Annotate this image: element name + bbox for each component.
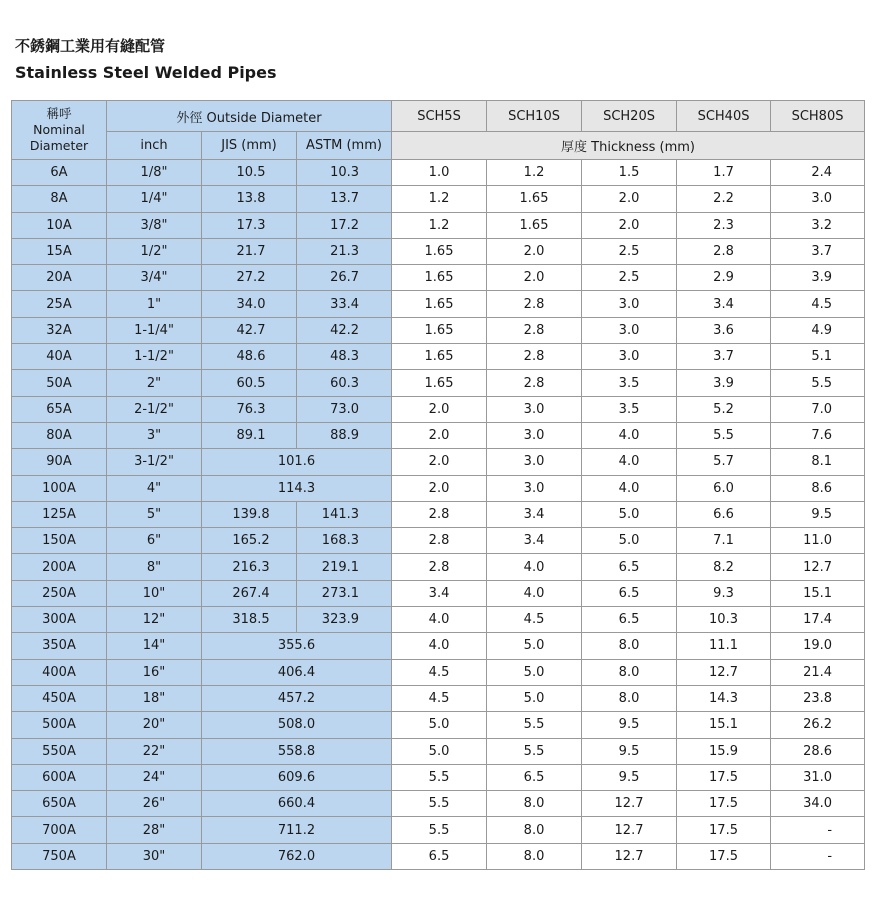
sch10s-cell: 3.4: [487, 528, 582, 554]
sch40s-cell: 3.6: [677, 317, 771, 343]
table-row: [12, 370, 865, 396]
sch10s-cell: 4.0: [487, 554, 582, 580]
sch5s-cell: 1.65: [392, 344, 487, 370]
sch40s-cell: 2.8: [677, 238, 771, 264]
sch20s-cell: 6.5: [582, 580, 677, 606]
nominal-diameter-cell: 50A: [12, 370, 107, 396]
sch20s-cell: 3.0: [582, 291, 677, 317]
nominal-diameter-cell: 65A: [12, 396, 107, 422]
sch20s-cell: 4.0: [582, 449, 677, 475]
jis-cell: 48.6: [202, 344, 297, 370]
jis-cell: 76.3: [202, 396, 297, 422]
sch80s-cell: 15.1: [771, 580, 865, 606]
inch-cell: 5": [107, 501, 202, 527]
sch40s-cell: 17.5: [677, 817, 771, 843]
page-title-zh: 不銹鋼工業用有縫配管: [15, 37, 166, 55]
nominal-diameter-cell: 150A: [12, 528, 107, 554]
table-header: [12, 101, 865, 160]
outside-diameter-cell: 457.2: [202, 685, 392, 711]
astm-cell: 60.3: [297, 370, 392, 396]
sch20s-cell: 3.5: [582, 370, 677, 396]
nominal-diameter-cell: 450A: [12, 685, 107, 711]
nominal-diameter-cell: 15A: [12, 238, 107, 264]
sch10s-cell: 1.65: [487, 212, 582, 238]
sch10s-cell: 3.0: [487, 475, 582, 501]
jis-cell: 10.5: [202, 160, 297, 186]
jis-cell: 139.8: [202, 501, 297, 527]
sch10s-cell: 1.65: [487, 186, 582, 212]
sch80s-cell: 8.1: [771, 449, 865, 475]
sch5s-cell: 6.5: [392, 843, 487, 869]
sch5s-cell: 4.5: [392, 659, 487, 685]
sch80s-cell: 19.0: [771, 633, 865, 659]
sch10s-cell: 5.0: [487, 633, 582, 659]
sch20s-cell: 2.5: [582, 238, 677, 264]
inch-cell: 3-1/2": [107, 449, 202, 475]
sch10s-cell: 2.0: [487, 265, 582, 291]
sch40s-cell: 3.7: [677, 344, 771, 370]
table-body: [12, 160, 865, 870]
inch-cell: 18": [107, 685, 202, 711]
sch40s-cell: 17.5: [677, 791, 771, 817]
table-row: [12, 791, 865, 817]
inch-cell: 3/4": [107, 265, 202, 291]
outside-diameter-cell: 406.4: [202, 659, 392, 685]
inch-cell: 6": [107, 528, 202, 554]
jis-cell: 21.7: [202, 238, 297, 264]
nominal-diameter-cell: 6A: [12, 160, 107, 186]
sch5s-cell: 2.8: [392, 528, 487, 554]
nominal-diameter-cell: 125A: [12, 501, 107, 527]
sch5s-cell: 5.0: [392, 712, 487, 738]
sch10s-cell: 8.0: [487, 791, 582, 817]
nominal-header-line3: Diameter: [29, 138, 89, 153]
sch10s-cell: 3.0: [487, 449, 582, 475]
sch5s-cell: 1.65: [392, 238, 487, 264]
nominal-diameter-cell: 8A: [12, 186, 107, 212]
sch80s-cell: 5.5: [771, 370, 865, 396]
astm-cell: 26.7: [297, 265, 392, 291]
astm-cell: 219.1: [297, 554, 392, 580]
sch10s-cell: 2.8: [487, 317, 582, 343]
nominal-diameter-cell: 350A: [12, 633, 107, 659]
nominal-diameter-cell: 500A: [12, 712, 107, 738]
sch5s-cell: 1.2: [392, 212, 487, 238]
outside-diameter-cell: 660.4: [202, 791, 392, 817]
sch40s-cell: 15.1: [677, 712, 771, 738]
sch10s-cell: 2.8: [487, 291, 582, 317]
sch80s-cell: 5.1: [771, 344, 865, 370]
sch5s-cell: 4.0: [392, 633, 487, 659]
sch80s-cell: 3.9: [771, 265, 865, 291]
nominal-header-line1: 稱呼: [46, 106, 72, 121]
sch80s-header: SCH80S: [771, 101, 865, 132]
table-row: [12, 186, 865, 212]
sch10s-header: SCH10S: [487, 101, 582, 132]
sch80s-cell: 34.0: [771, 791, 865, 817]
sch10s-cell: 3.0: [487, 396, 582, 422]
sch80s-cell: 31.0: [771, 764, 865, 790]
sch80s-cell: 21.4: [771, 659, 865, 685]
table-row: [12, 396, 865, 422]
jis-cell: 34.0: [202, 291, 297, 317]
sch10s-cell: 1.2: [487, 160, 582, 186]
sch40s-cell: 3.9: [677, 370, 771, 396]
inch-cell: 3": [107, 422, 202, 448]
sch40s-cell: 2.3: [677, 212, 771, 238]
sch40s-cell: 5.7: [677, 449, 771, 475]
sch80s-cell: 23.8: [771, 685, 865, 711]
sch80s-cell: 17.4: [771, 607, 865, 633]
sch10s-cell: 5.0: [487, 659, 582, 685]
astm-cell: 17.2: [297, 212, 392, 238]
table-row: [12, 291, 865, 317]
nominal-diameter-cell: 90A: [12, 449, 107, 475]
sch20s-cell: 1.5: [582, 160, 677, 186]
sch20s-cell: 2.0: [582, 212, 677, 238]
jis-cell: 60.5: [202, 370, 297, 396]
inch-cell: 14": [107, 633, 202, 659]
sch10s-cell: 2.8: [487, 370, 582, 396]
astm-cell: 48.3: [297, 344, 392, 370]
sch5s-cell: 1.65: [392, 265, 487, 291]
sch10s-cell: 5.0: [487, 685, 582, 711]
astm-cell: 13.7: [297, 186, 392, 212]
sch20s-cell: 9.5: [582, 738, 677, 764]
jis-cell: 318.5: [202, 607, 297, 633]
sch5s-header: SCH5S: [392, 101, 487, 132]
inch-cell: 1/2": [107, 238, 202, 264]
jis-cell: 267.4: [202, 580, 297, 606]
table-row: [12, 501, 865, 527]
sch20s-cell: 3.0: [582, 317, 677, 343]
sch40s-cell: 5.2: [677, 396, 771, 422]
sch40s-cell: 6.0: [677, 475, 771, 501]
sch20s-cell: 2.0: [582, 186, 677, 212]
sch80s-cell: 26.2: [771, 712, 865, 738]
table-row: [12, 633, 865, 659]
sch5s-cell: 1.2: [392, 186, 487, 212]
sch5s-cell: 1.0: [392, 160, 487, 186]
table-row: [12, 160, 865, 186]
sch10s-cell: 8.0: [487, 817, 582, 843]
astm-cell: 141.3: [297, 501, 392, 527]
inch-cell: 1/4": [107, 186, 202, 212]
sch40s-cell: 12.7: [677, 659, 771, 685]
nominal-diameter-cell: 40A: [12, 344, 107, 370]
inch-cell: 12": [107, 607, 202, 633]
sch10s-cell: 8.0: [487, 843, 582, 869]
sch10s-cell: 4.5: [487, 607, 582, 633]
nominal-diameter-cell: 20A: [12, 265, 107, 291]
sch5s-cell: 5.5: [392, 764, 487, 790]
astm-cell: 10.3: [297, 160, 392, 186]
outside-diameter-cell: 508.0: [202, 712, 392, 738]
sch20s-cell: 5.0: [582, 528, 677, 554]
pipe-spec-table: [11, 100, 865, 870]
sch20s-cell: 3.5: [582, 396, 677, 422]
inch-cell: 26": [107, 791, 202, 817]
sch80s-cell: 4.9: [771, 317, 865, 343]
table-row: [12, 344, 865, 370]
sch20s-cell: 4.0: [582, 422, 677, 448]
sch40s-cell: 6.6: [677, 501, 771, 527]
inch-cell: 20": [107, 712, 202, 738]
sch5s-cell: 4.5: [392, 685, 487, 711]
inch-cell: 1": [107, 291, 202, 317]
table-row: [12, 685, 865, 711]
jis-header: JIS (mm): [202, 132, 297, 160]
sch40s-cell: 17.5: [677, 843, 771, 869]
table-row: [12, 528, 865, 554]
table-row: [12, 738, 865, 764]
astm-cell: 21.3: [297, 238, 392, 264]
jis-cell: 17.3: [202, 212, 297, 238]
sch5s-cell: 1.65: [392, 317, 487, 343]
nominal-diameter-cell: 700A: [12, 817, 107, 843]
sch80s-cell: 12.7: [771, 554, 865, 580]
astm-cell: 73.0: [297, 396, 392, 422]
outside-diameter-cell: 558.8: [202, 738, 392, 764]
jis-cell: 42.7: [202, 317, 297, 343]
sch5s-cell: 4.0: [392, 607, 487, 633]
sch40s-cell: 11.1: [677, 633, 771, 659]
sch80s-cell: 8.6: [771, 475, 865, 501]
inch-cell: 24": [107, 764, 202, 790]
table-row: [12, 238, 865, 264]
sch10s-cell: 2.0: [487, 238, 582, 264]
sch20s-cell: 5.0: [582, 501, 677, 527]
sch40s-header: SCH40S: [677, 101, 771, 132]
jis-cell: 216.3: [202, 554, 297, 580]
sch80s-cell: -: [771, 843, 865, 869]
table-row: [12, 764, 865, 790]
jis-cell: 13.8: [202, 186, 297, 212]
table-row: [12, 449, 865, 475]
sch40s-cell: 17.5: [677, 764, 771, 790]
thickness-header: 厚度 Thickness (mm): [392, 132, 865, 160]
nominal-diameter-cell: 400A: [12, 659, 107, 685]
astm-header: ASTM (mm): [297, 132, 392, 160]
table-row: [12, 475, 865, 501]
sch40s-cell: 3.4: [677, 291, 771, 317]
table-row: [12, 212, 865, 238]
inch-cell: 22": [107, 738, 202, 764]
outside-diameter-cell: 609.6: [202, 764, 392, 790]
sch80s-cell: 4.5: [771, 291, 865, 317]
sch20s-header: SCH20S: [582, 101, 677, 132]
astm-cell: 168.3: [297, 528, 392, 554]
sch10s-cell: 3.0: [487, 422, 582, 448]
sch5s-cell: 1.65: [392, 291, 487, 317]
sch40s-cell: 8.2: [677, 554, 771, 580]
sch20s-cell: 6.5: [582, 607, 677, 633]
sch20s-cell: 8.0: [582, 659, 677, 685]
table-row: [12, 265, 865, 291]
nominal-diameter-cell: 200A: [12, 554, 107, 580]
nominal-diameter-cell: 25A: [12, 291, 107, 317]
sch20s-cell: 8.0: [582, 633, 677, 659]
sch20s-cell: 2.5: [582, 265, 677, 291]
sch80s-cell: -: [771, 817, 865, 843]
inch-cell: 10": [107, 580, 202, 606]
outside-diameter-cell: 114.3: [202, 475, 392, 501]
sch80s-cell: 9.5: [771, 501, 865, 527]
outside-diameter-cell: 355.6: [202, 633, 392, 659]
sch5s-cell: 2.8: [392, 501, 487, 527]
sch5s-cell: 2.8: [392, 554, 487, 580]
sch40s-cell: 5.5: [677, 422, 771, 448]
sch20s-cell: 3.0: [582, 344, 677, 370]
sch10s-cell: 3.4: [487, 501, 582, 527]
sch40s-cell: 15.9: [677, 738, 771, 764]
sch20s-cell: 12.7: [582, 791, 677, 817]
sch5s-cell: 2.0: [392, 449, 487, 475]
sch10s-cell: 6.5: [487, 764, 582, 790]
sch80s-cell: 11.0: [771, 528, 865, 554]
sch20s-cell: 12.7: [582, 817, 677, 843]
astm-cell: 323.9: [297, 607, 392, 633]
sch5s-cell: 5.5: [392, 817, 487, 843]
inch-cell: 1-1/2": [107, 344, 202, 370]
sch5s-cell: 1.65: [392, 370, 487, 396]
sch80s-cell: 3.7: [771, 238, 865, 264]
nominal-diameter-cell: 80A: [12, 422, 107, 448]
sch40s-cell: 2.9: [677, 265, 771, 291]
nominal-diameter-cell: 32A: [12, 317, 107, 343]
sch5s-cell: 3.4: [392, 580, 487, 606]
sch20s-cell: 4.0: [582, 475, 677, 501]
inch-cell: 28": [107, 817, 202, 843]
astm-cell: 88.9: [297, 422, 392, 448]
astm-cell: 33.4: [297, 291, 392, 317]
table-row: [12, 659, 865, 685]
sch10s-cell: 2.8: [487, 344, 582, 370]
sch5s-cell: 5.0: [392, 738, 487, 764]
sch5s-cell: 2.0: [392, 422, 487, 448]
sch40s-cell: 10.3: [677, 607, 771, 633]
sch80s-cell: 28.6: [771, 738, 865, 764]
outside-diameter-cell: 101.6: [202, 449, 392, 475]
sch80s-cell: 3.2: [771, 212, 865, 238]
astm-cell: 42.2: [297, 317, 392, 343]
sch40s-cell: 9.3: [677, 580, 771, 606]
nominal-diameter-cell: 300A: [12, 607, 107, 633]
jis-cell: 27.2: [202, 265, 297, 291]
nominal-diameter-cell: 250A: [12, 580, 107, 606]
inch-cell: 2": [107, 370, 202, 396]
sch40s-cell: 7.1: [677, 528, 771, 554]
sch80s-cell: 7.0: [771, 396, 865, 422]
outside-diameter-cell: 762.0: [202, 843, 392, 869]
inch-cell: 1/8": [107, 160, 202, 186]
inch-cell: 8": [107, 554, 202, 580]
inch-cell: 16": [107, 659, 202, 685]
outside-diameter-header: 外徑 Outside Diameter: [107, 101, 392, 132]
sch20s-cell: 6.5: [582, 554, 677, 580]
sch80s-cell: 3.0: [771, 186, 865, 212]
sch10s-cell: 4.0: [487, 580, 582, 606]
sch20s-cell: 9.5: [582, 712, 677, 738]
jis-cell: 89.1: [202, 422, 297, 448]
sch40s-cell: 14.3: [677, 685, 771, 711]
nominal-diameter-cell: 550A: [12, 738, 107, 764]
inch-cell: 3/8": [107, 212, 202, 238]
nominal-diameter-cell: 600A: [12, 764, 107, 790]
inch-cell: 30": [107, 843, 202, 869]
outside-diameter-cell: 711.2: [202, 817, 392, 843]
sch10s-cell: 5.5: [487, 712, 582, 738]
nominal-diameter-header: [12, 101, 107, 160]
table-row: [12, 712, 865, 738]
nominal-header-line2: Nominal: [33, 122, 85, 137]
nominal-diameter-cell: 650A: [12, 791, 107, 817]
nominal-diameter-cell: 750A: [12, 843, 107, 869]
sch80s-cell: 2.4: [771, 160, 865, 186]
table-row: [12, 580, 865, 606]
table-row: [12, 843, 865, 869]
sch40s-cell: 1.7: [677, 160, 771, 186]
table-row: [12, 817, 865, 843]
inch-cell: 1-1/4": [107, 317, 202, 343]
sch20s-cell: 8.0: [582, 685, 677, 711]
inch-cell: 2-1/2": [107, 396, 202, 422]
sch80s-cell: 7.6: [771, 422, 865, 448]
inch-cell: 4": [107, 475, 202, 501]
nominal-diameter-cell: 100A: [12, 475, 107, 501]
sch20s-cell: 12.7: [582, 843, 677, 869]
nominal-diameter-cell: 10A: [12, 212, 107, 238]
jis-cell: 165.2: [202, 528, 297, 554]
table-row: [12, 607, 865, 633]
sch20s-cell: 9.5: [582, 764, 677, 790]
table-row: [12, 317, 865, 343]
sch10s-cell: 5.5: [487, 738, 582, 764]
table-row: [12, 554, 865, 580]
table-row: [12, 422, 865, 448]
inch-header: inch: [107, 132, 202, 160]
sch5s-cell: 2.0: [392, 475, 487, 501]
sch40s-cell: 2.2: [677, 186, 771, 212]
page-title-en: Stainless Steel Welded Pipes: [15, 63, 277, 82]
astm-cell: 273.1: [297, 580, 392, 606]
sch5s-cell: 2.0: [392, 396, 487, 422]
sch5s-cell: 5.5: [392, 791, 487, 817]
